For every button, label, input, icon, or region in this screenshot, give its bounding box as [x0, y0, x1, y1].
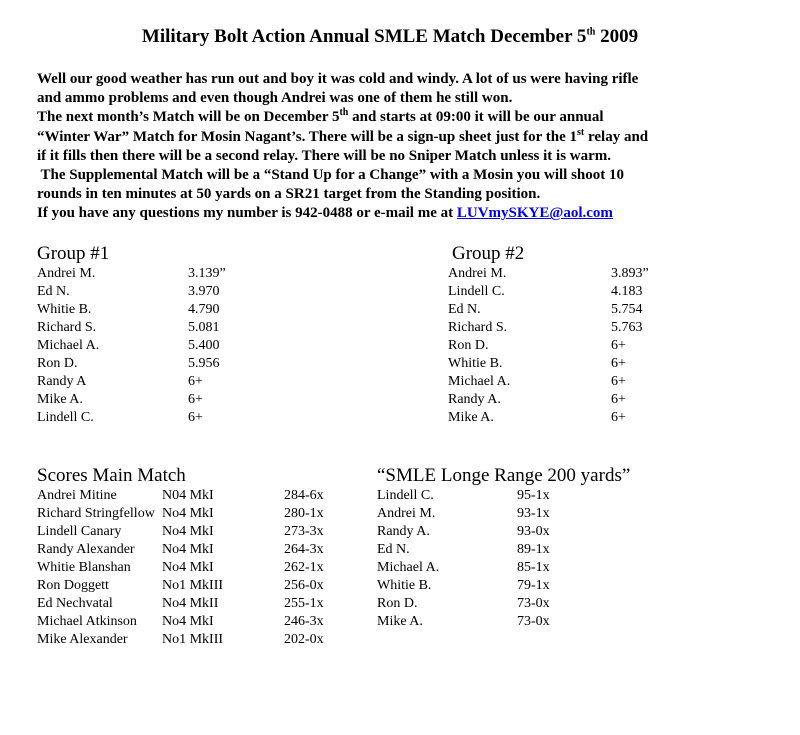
title-text: Military Bolt Action Annual SMLE Match December 5	[141, 26, 587, 47]
shooter-name: Michael Atkinson	[37, 614, 137, 629]
group2-row	[448, 301, 678, 319]
group1-row	[37, 265, 267, 283]
match-score: 85-1x	[517, 560, 550, 575]
shooter-name: Randy A.	[377, 524, 430, 539]
group2-row	[448, 265, 678, 283]
group-size: 6+	[188, 392, 203, 407]
main-match-row	[37, 523, 357, 541]
shooter-name: Randy Alexander	[37, 542, 135, 557]
match-score: 79-1x	[517, 578, 550, 593]
shooter-name: Mike A.	[377, 614, 423, 629]
match-score: 93-1x	[517, 506, 550, 521]
group-size: 5.763	[611, 320, 643, 335]
match-score: 202-0x	[284, 632, 324, 647]
rifle-model: No1 MkIII	[162, 578, 224, 593]
intro-line	[37, 108, 797, 127]
long-range-row	[377, 523, 597, 541]
long-range-row	[377, 577, 597, 595]
match-score: 264-3x	[284, 542, 324, 557]
group1-row	[37, 373, 267, 391]
group1-heading: Group #1	[37, 243, 110, 264]
rifle-model: No4 MkI	[162, 542, 214, 557]
main-match-row	[37, 595, 357, 613]
shooter-name: Michael A.	[448, 374, 511, 389]
intro-line	[37, 128, 797, 147]
group-size: 6+	[611, 356, 626, 371]
group-size: 3.893”	[611, 266, 649, 281]
document-title	[0, 26, 800, 48]
intro-text: relay and	[584, 128, 649, 145]
match-score: 284-6x	[284, 488, 324, 503]
shooter-name: Ron D.	[37, 356, 78, 371]
match-score: 262-1x	[284, 560, 324, 575]
group-size: 5.400	[188, 338, 220, 353]
shooter-name: Whitie B.	[37, 302, 92, 317]
match-score: 273-3x	[284, 524, 324, 539]
group2-row	[448, 283, 678, 301]
shooter-name: Ed N.	[377, 542, 410, 557]
intro-line: The Supplemental Match will be a “Stand Up for a Change” with a Mosin you will shoot 10	[37, 167, 625, 184]
shooter-name: Mike A.	[37, 392, 83, 407]
shooter-name: Michael A.	[377, 560, 440, 575]
group-size: 6+	[611, 392, 626, 407]
main-match-heading: Scores Main Match	[37, 465, 186, 486]
long-range-table	[377, 487, 597, 631]
title-year: 2009	[600, 26, 639, 47]
rifle-model: No4 MkII	[162, 596, 219, 611]
rifle-model: No4 MkI	[162, 506, 214, 521]
email-link[interactable]: LUVmySKYE@aol.com	[456, 205, 613, 222]
shooter-name: Richard S.	[448, 320, 508, 335]
shooter-name: Ron Doggett	[37, 578, 109, 593]
long-range-row	[377, 487, 597, 505]
match-score: 256-0x	[284, 578, 324, 593]
group-size: 5.754	[611, 302, 643, 317]
match-score: 73-0x	[517, 614, 550, 629]
group1-row	[37, 409, 267, 427]
intro-line: Well our good weather has run out and boy it was cold and windy. A lot of us were having rifle	[37, 71, 639, 87]
rifle-model: No1 MkIII	[162, 632, 224, 647]
group1-row	[37, 337, 267, 355]
main-match-row	[37, 631, 357, 649]
shooter-name: Ed N.	[37, 284, 70, 299]
long-range-row	[377, 613, 597, 631]
shooter-name: Andrei M.	[377, 506, 436, 521]
rifle-model: No4 MkI	[162, 560, 214, 575]
match-score: 95-1x	[517, 488, 550, 503]
shooter-name: Mike A.	[448, 410, 494, 425]
group-size: 6+	[188, 374, 203, 389]
main-match-row	[37, 487, 357, 505]
shooter-name: Whitie B.	[448, 356, 503, 371]
intro-line	[37, 204, 797, 223]
group2-row	[448, 409, 678, 427]
main-match-row	[37, 505, 357, 523]
intro-text: The next month’s Match will be on December 5	[37, 109, 340, 126]
main-match-row	[37, 613, 357, 631]
shooter-name: Lindell C.	[448, 284, 505, 299]
long-range-row	[377, 541, 597, 559]
match-score: 255-1x	[284, 596, 324, 611]
group-size: 5.956	[188, 356, 220, 371]
long-range-row	[377, 559, 597, 577]
shooter-name: Lindell C.	[37, 410, 94, 425]
title-sup: th	[586, 26, 596, 38]
group2-row	[448, 391, 678, 409]
group-size: 6+	[188, 410, 203, 425]
group2-row	[448, 337, 678, 355]
shooter-name: Ed N.	[448, 302, 481, 317]
group1-row	[37, 391, 267, 409]
shooter-name: Randy A	[37, 374, 87, 389]
main-match-row	[37, 559, 357, 577]
rifle-model: No4 MkI	[162, 524, 214, 539]
shooter-name: Mike Alexander	[37, 632, 128, 647]
rifle-model: N04 MkI	[162, 488, 214, 503]
group1-table	[37, 265, 267, 427]
intro-sup: st	[577, 126, 585, 138]
group-size: 3.139”	[188, 266, 226, 281]
group-size: 5.081	[188, 320, 220, 335]
group1-row	[37, 355, 267, 373]
shooter-name: Randy A.	[448, 392, 501, 407]
shooter-name: Ron D.	[377, 596, 418, 611]
long-range-row	[377, 595, 597, 613]
intro-text: If you have any questions my number is 942-0488 or e-mail me at	[37, 205, 457, 222]
group-size: 6+	[611, 410, 626, 425]
shooter-name: Ed Nechvatal	[37, 596, 113, 611]
main-match-row	[37, 541, 357, 559]
group2-row	[448, 373, 678, 391]
group1-row	[37, 301, 267, 319]
intro-line: and ammo problems and even though Andrei was one of them he still won.	[37, 90, 513, 107]
shooter-name: Andrei Mitine	[37, 488, 117, 503]
group2-row	[448, 319, 678, 337]
group2-row	[448, 355, 678, 373]
shooter-name: Richard S.	[37, 320, 97, 335]
match-score: 280-1x	[284, 506, 324, 521]
group2-table	[448, 265, 678, 427]
group1-row	[37, 283, 267, 301]
group-size: 4.790	[188, 302, 220, 317]
shooter-name: Ron D.	[448, 338, 489, 353]
shooter-name: Whitie B.	[377, 578, 432, 593]
group1-row	[37, 319, 267, 337]
group-size: 6+	[611, 338, 626, 353]
shooter-name: Lindell Canary	[37, 524, 122, 539]
intro-line: if it fills then there will be a second relay. There will be no Sniper Match unless it is warm.	[37, 147, 612, 164]
shooter-name: Whitie Blanshan	[37, 560, 131, 575]
intro-paragraph	[37, 70, 797, 224]
group-size: 3.970	[188, 284, 220, 299]
match-score: 89-1x	[517, 542, 550, 557]
match-score: 246-3x	[284, 614, 324, 629]
intro-sup: th	[339, 107, 349, 119]
long-range-row	[377, 505, 597, 523]
intro-line: rounds in ten minutes at 50 yards on a SR21 target from the Standing position.	[37, 186, 541, 203]
rifle-model: No4 MkI	[162, 614, 214, 629]
match-score: 73-0x	[517, 596, 550, 611]
shooter-name: Richard Stringfellow	[37, 506, 155, 521]
shooter-name: Andrei M.	[448, 266, 507, 281]
intro-text: “Winter War” Match for Mosin Nagant’s. There will be a sign-up sheet just for the 1	[37, 128, 577, 145]
main-match-table	[37, 487, 357, 649]
main-match-row	[37, 577, 357, 595]
group-size: 6+	[611, 374, 626, 389]
match-score: 93-0x	[517, 524, 550, 539]
group-size: 4.183	[611, 284, 643, 299]
shooter-name: Michael A.	[37, 338, 100, 353]
intro-text: and starts at 09:00 it will be our annual	[348, 109, 604, 126]
group2-heading: Group #2	[452, 243, 525, 264]
shooter-name: Andrei M.	[37, 266, 96, 281]
long-range-heading: “SMLE Longe Range 200 yards”	[377, 465, 631, 486]
shooter-name: Lindell C.	[377, 488, 434, 503]
